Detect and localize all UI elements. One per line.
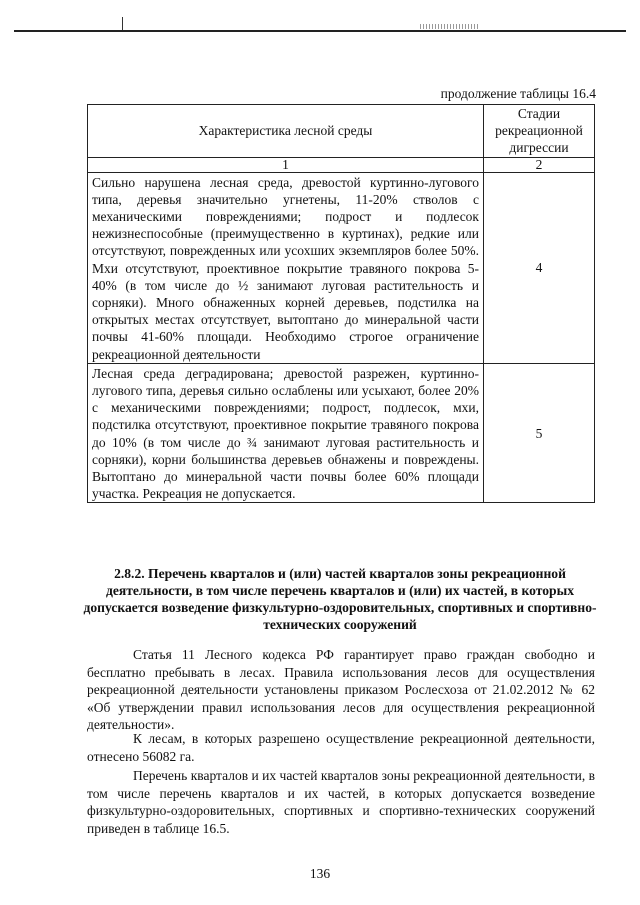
column-header-stage: Стадии рекреационной дигрессии [484,105,595,158]
scan-artifact [122,17,123,30]
table-row [88,363,595,503]
header-rule [14,30,626,32]
section-heading: 2.8.2. Перечень кварталов и (или) частей кварталов зоны рекреационной деятельности, в том числе перечень кварталов и (или) их частей, в которых допускается возведение физкультурно-оздоровительных, спортивных и спортивно-технических сооружений [83,566,597,632]
column-number: 1 [88,157,484,172]
body-paragraph: К лесам, в которых разрешено осуществление рекреационной деятельности, отнесено 56082 га. [87,731,595,764]
page-number: 136 [309,866,331,881]
scan-artifact [420,24,480,29]
row-stage: 4 [484,172,595,363]
table-caption: продолжение таблицы 16.4 [440,86,596,101]
row-stage: 5 [484,363,595,503]
column-number: 2 [484,157,595,172]
body-paragraph: Статья 11 Лесного кодекса РФ гарантирует право граждан свободно и бесплатно пребывать в лесах. Правила использования лесов для осуществления рекреационной деятельности установлены приказом Рослесхоза от 21.02.2012 № 62 «Об утверждении правил использования лесов для осуществления рекреационной деятельности». [87,647,595,732]
row-description: Лесная среда деградирована; древостой разрежен, куртинно-лугового типа, деревья сильно ослаблены или усыхают, более 20% с механическими повреждениями; подрост, подлесок, мхи, подстилка отсутствуют, проективное покрытие травяного покрова до 10% (в том числе до ¾ занимают луговая растительность и сорняки), корни большинства деревьев обнажены и повреждены. Вытоптано до минеральной части почвы более 60% площади участка. Рекреация не допускается. [88,363,484,503]
column-number-row [88,157,595,172]
column-header-characteristic: Характеристика лесной среды [88,105,484,158]
table-header-row [88,105,595,158]
forest-environment-table [87,104,595,503]
row-description: Сильно нарушена лесная среда, древостой куртинно-лугового типа, деревья значительно угнетены, 11-20% стволов с механическими повреждениями; подрост и подлесок нежизнеспособные (преимущественно в куртинах), редкие или отсутствуют, поврежденных или усохших экземпляров более 50%. Мхи отсутствуют, проективное покрытие травяного покрова 5-40% (в том числе до ½ занимают луговая растительность и сорняки). Много обнаженных корней деревьев, подстилка на открытых местах отсутствует, вытоптано до минеральной части почвы 41-60% площади. Необходимо строгое ограничение рекреационной деятельности [88,172,484,363]
table-row [88,172,595,363]
body-paragraph: Перечень кварталов и их частей кварталов зоны рекреационной деятельности, в том числе перечень кварталов и их частей, в которых допускается возведение физкультурно-оздоровительных, спортивных и спортивно-технических сооружений приведен в таблице 16.5. [87,768,595,836]
